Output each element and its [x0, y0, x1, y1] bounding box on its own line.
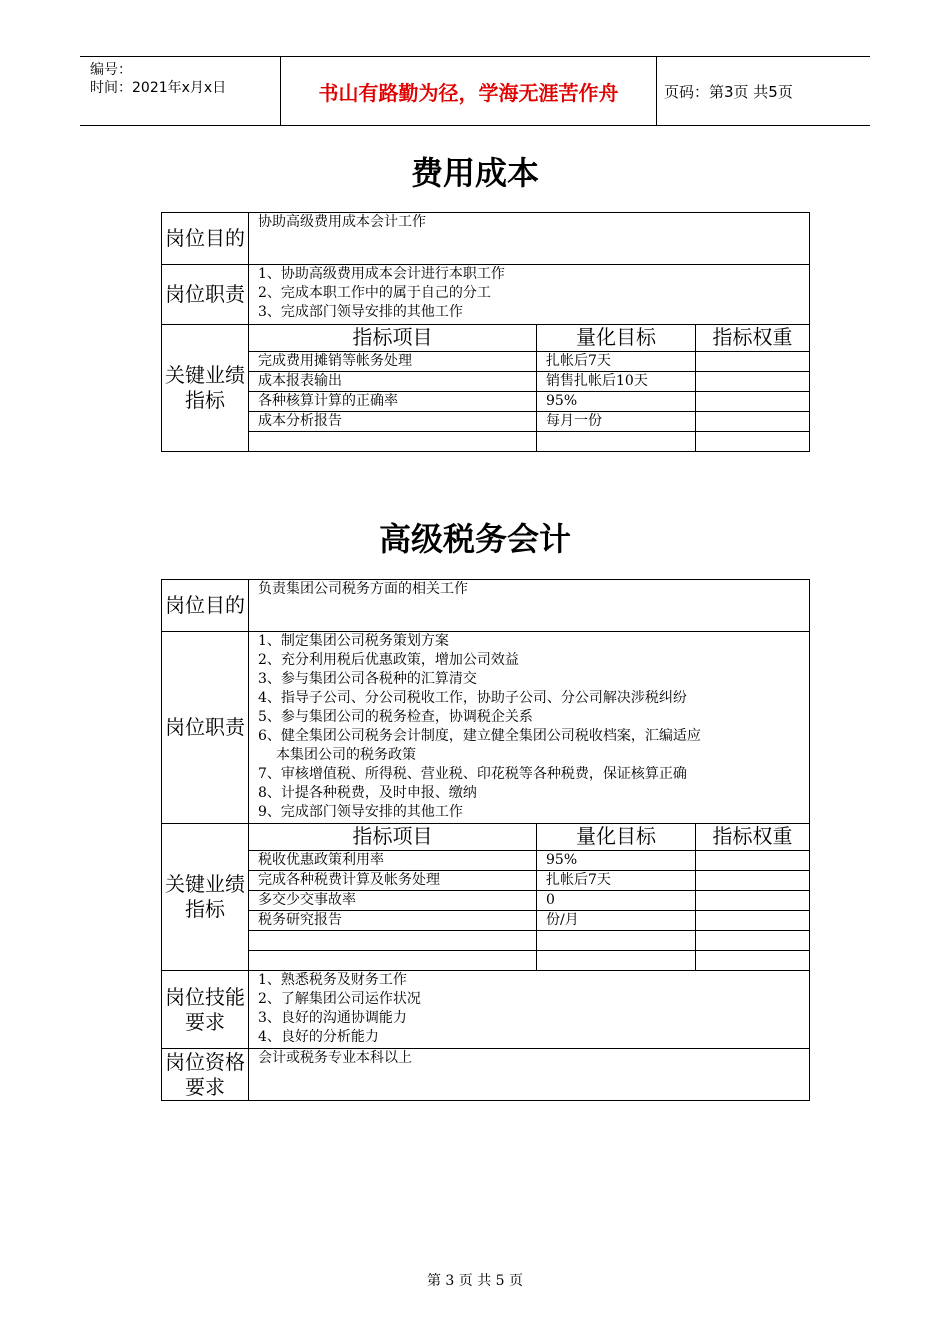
kpi-target — [537, 432, 696, 452]
kpi-row — [162, 891, 810, 911]
kpi-weight — [696, 432, 810, 452]
header-motto: 书山有路勤为径，学海无涯苦作舟 — [280, 57, 657, 125]
duty-item: 4、指导子公司、分公司税收工作，协助子公司、分公司解决涉税纠纷 — [258, 690, 687, 706]
kpi-target: 每月一份 — [537, 412, 696, 432]
duty-item: 6、健全集团公司税务会计制度，建立健全集团公司税收档案，汇编适应 — [258, 728, 701, 744]
kpi-item: 成本报表输出 — [249, 372, 537, 392]
kpi-target: 95% — [537, 851, 696, 871]
kpi-item — [249, 931, 537, 951]
purpose-label: 岗位目的 — [162, 213, 249, 265]
section1-title: 费用成本 — [410, 154, 539, 192]
duty-item: 2、充分利用税后优惠政策，增加公司效益 — [258, 652, 519, 668]
kpi-target: 扎帐后7天 — [537, 871, 696, 891]
kpi-header-item: 指标项目 — [249, 824, 537, 851]
kpi-target — [537, 951, 696, 971]
kpi-row — [162, 432, 810, 452]
header-page-label: 页码：第3页 共5页 — [664, 82, 793, 101]
kpi-row — [162, 352, 810, 372]
kpi-label: 关键业绩指标 — [162, 325, 249, 452]
kpi-target: 扎帐后7天 — [537, 352, 696, 372]
date-label: 时间：2021年x月x日 — [90, 80, 227, 96]
duties-list — [249, 632, 810, 824]
kpi-row — [162, 412, 810, 432]
kpi-header-target: 量化目标 — [537, 325, 696, 352]
purpose-label: 岗位目的 — [162, 580, 249, 632]
kpi-weight — [696, 951, 810, 971]
kpi-target: 0 — [537, 891, 696, 911]
kpi-row — [162, 372, 810, 392]
kpi-row — [162, 931, 810, 951]
kpi-item: 完成费用摊销等帐务处理 — [249, 352, 537, 372]
kpi-weight — [696, 911, 810, 931]
kpi-target — [537, 931, 696, 951]
duty-item: 8、计提各种税费，及时申报、缴纳 — [258, 785, 477, 801]
duty-item: 7、审核增值税、所得税、营业税、印花税等各种税费，保证核算正确 — [258, 766, 687, 782]
page-footer: 第 3 页 共 5 页 — [426, 1273, 524, 1289]
kpi-target: 份/月 — [537, 911, 696, 931]
skill-item: 3、良好的沟通协调能力 — [258, 1010, 407, 1026]
skill-item: 2、了解集团公司运作状况 — [258, 991, 421, 1007]
kpi-item — [249, 432, 537, 452]
kpi-weight — [696, 372, 810, 392]
qualification-label: 岗位资格要求 — [162, 1049, 249, 1101]
kpi-weight — [696, 412, 810, 432]
kpi-target: 销售扎帐后10天 — [537, 372, 696, 392]
number-label: 编号： — [90, 62, 132, 78]
duty-item: 2、完成本职工作中的属于自己的分工 — [258, 285, 491, 301]
kpi-item — [249, 951, 537, 971]
duties-label: 岗位职责 — [162, 632, 249, 824]
purpose-text: 负责集团公司税务方面的相关工作 — [249, 580, 810, 632]
kpi-item: 税收优惠政策利用率 — [249, 851, 537, 871]
section2-table — [161, 579, 810, 1101]
duty-item: 5、参与集团公司的税务检查，协调税企关系 — [258, 709, 533, 725]
kpi-label: 关键业绩指标 — [162, 824, 249, 971]
kpi-item: 各种核算计算的正确率 — [249, 392, 537, 412]
duties-list — [249, 265, 810, 325]
qualification-text: 会计或税务专业本科以上 — [249, 1049, 810, 1101]
kpi-header-item: 指标项目 — [249, 325, 537, 352]
kpi-header-weight: 指标权重 — [696, 325, 810, 352]
kpi-weight — [696, 891, 810, 911]
duty-item-continued: 本集团公司的税务政策 — [276, 747, 416, 763]
kpi-item: 完成各种税费计算及帐务处理 — [249, 871, 537, 891]
duty-item: 9、完成部门领导安排的其他工作 — [258, 804, 463, 820]
kpi-weight — [696, 851, 810, 871]
purpose-text: 协助高级费用成本会计工作 — [249, 213, 810, 265]
kpi-weight — [696, 871, 810, 891]
kpi-item: 成本分析报告 — [249, 412, 537, 432]
skills-list — [249, 971, 810, 1049]
duty-item: 1、协助高级费用成本会计进行本职工作 — [258, 266, 505, 282]
section1-table — [161, 212, 810, 452]
kpi-weight — [696, 931, 810, 951]
kpi-row — [162, 851, 810, 871]
kpi-row — [162, 392, 810, 412]
kpi-weight — [696, 392, 810, 412]
duty-item: 1、制定集团公司税务策划方案 — [258, 633, 449, 649]
duty-item: 3、完成部门领导安排的其他工作 — [258, 304, 463, 320]
duty-item: 3、参与集团公司各税种的汇算清交 — [258, 671, 477, 687]
kpi-header-weight: 指标权重 — [696, 824, 810, 851]
kpi-header-target: 量化目标 — [537, 824, 696, 851]
kpi-row — [162, 871, 810, 891]
kpi-row — [162, 951, 810, 971]
kpi-row — [162, 911, 810, 931]
skill-item: 4、良好的分析能力 — [258, 1029, 379, 1045]
kpi-item: 多交少交事故率 — [249, 891, 537, 911]
kpi-target: 95% — [537, 392, 696, 412]
header-meta — [80, 57, 280, 125]
page-header — [80, 56, 870, 126]
skills-label: 岗位技能要求 — [162, 971, 249, 1049]
skill-item: 1、熟悉税务及财务工作 — [258, 972, 407, 988]
duties-label: 岗位职责 — [162, 265, 249, 325]
kpi-item: 税务研究报告 — [249, 911, 537, 931]
kpi-weight — [696, 352, 810, 372]
section2-title: 高级税务会计 — [378, 520, 571, 558]
